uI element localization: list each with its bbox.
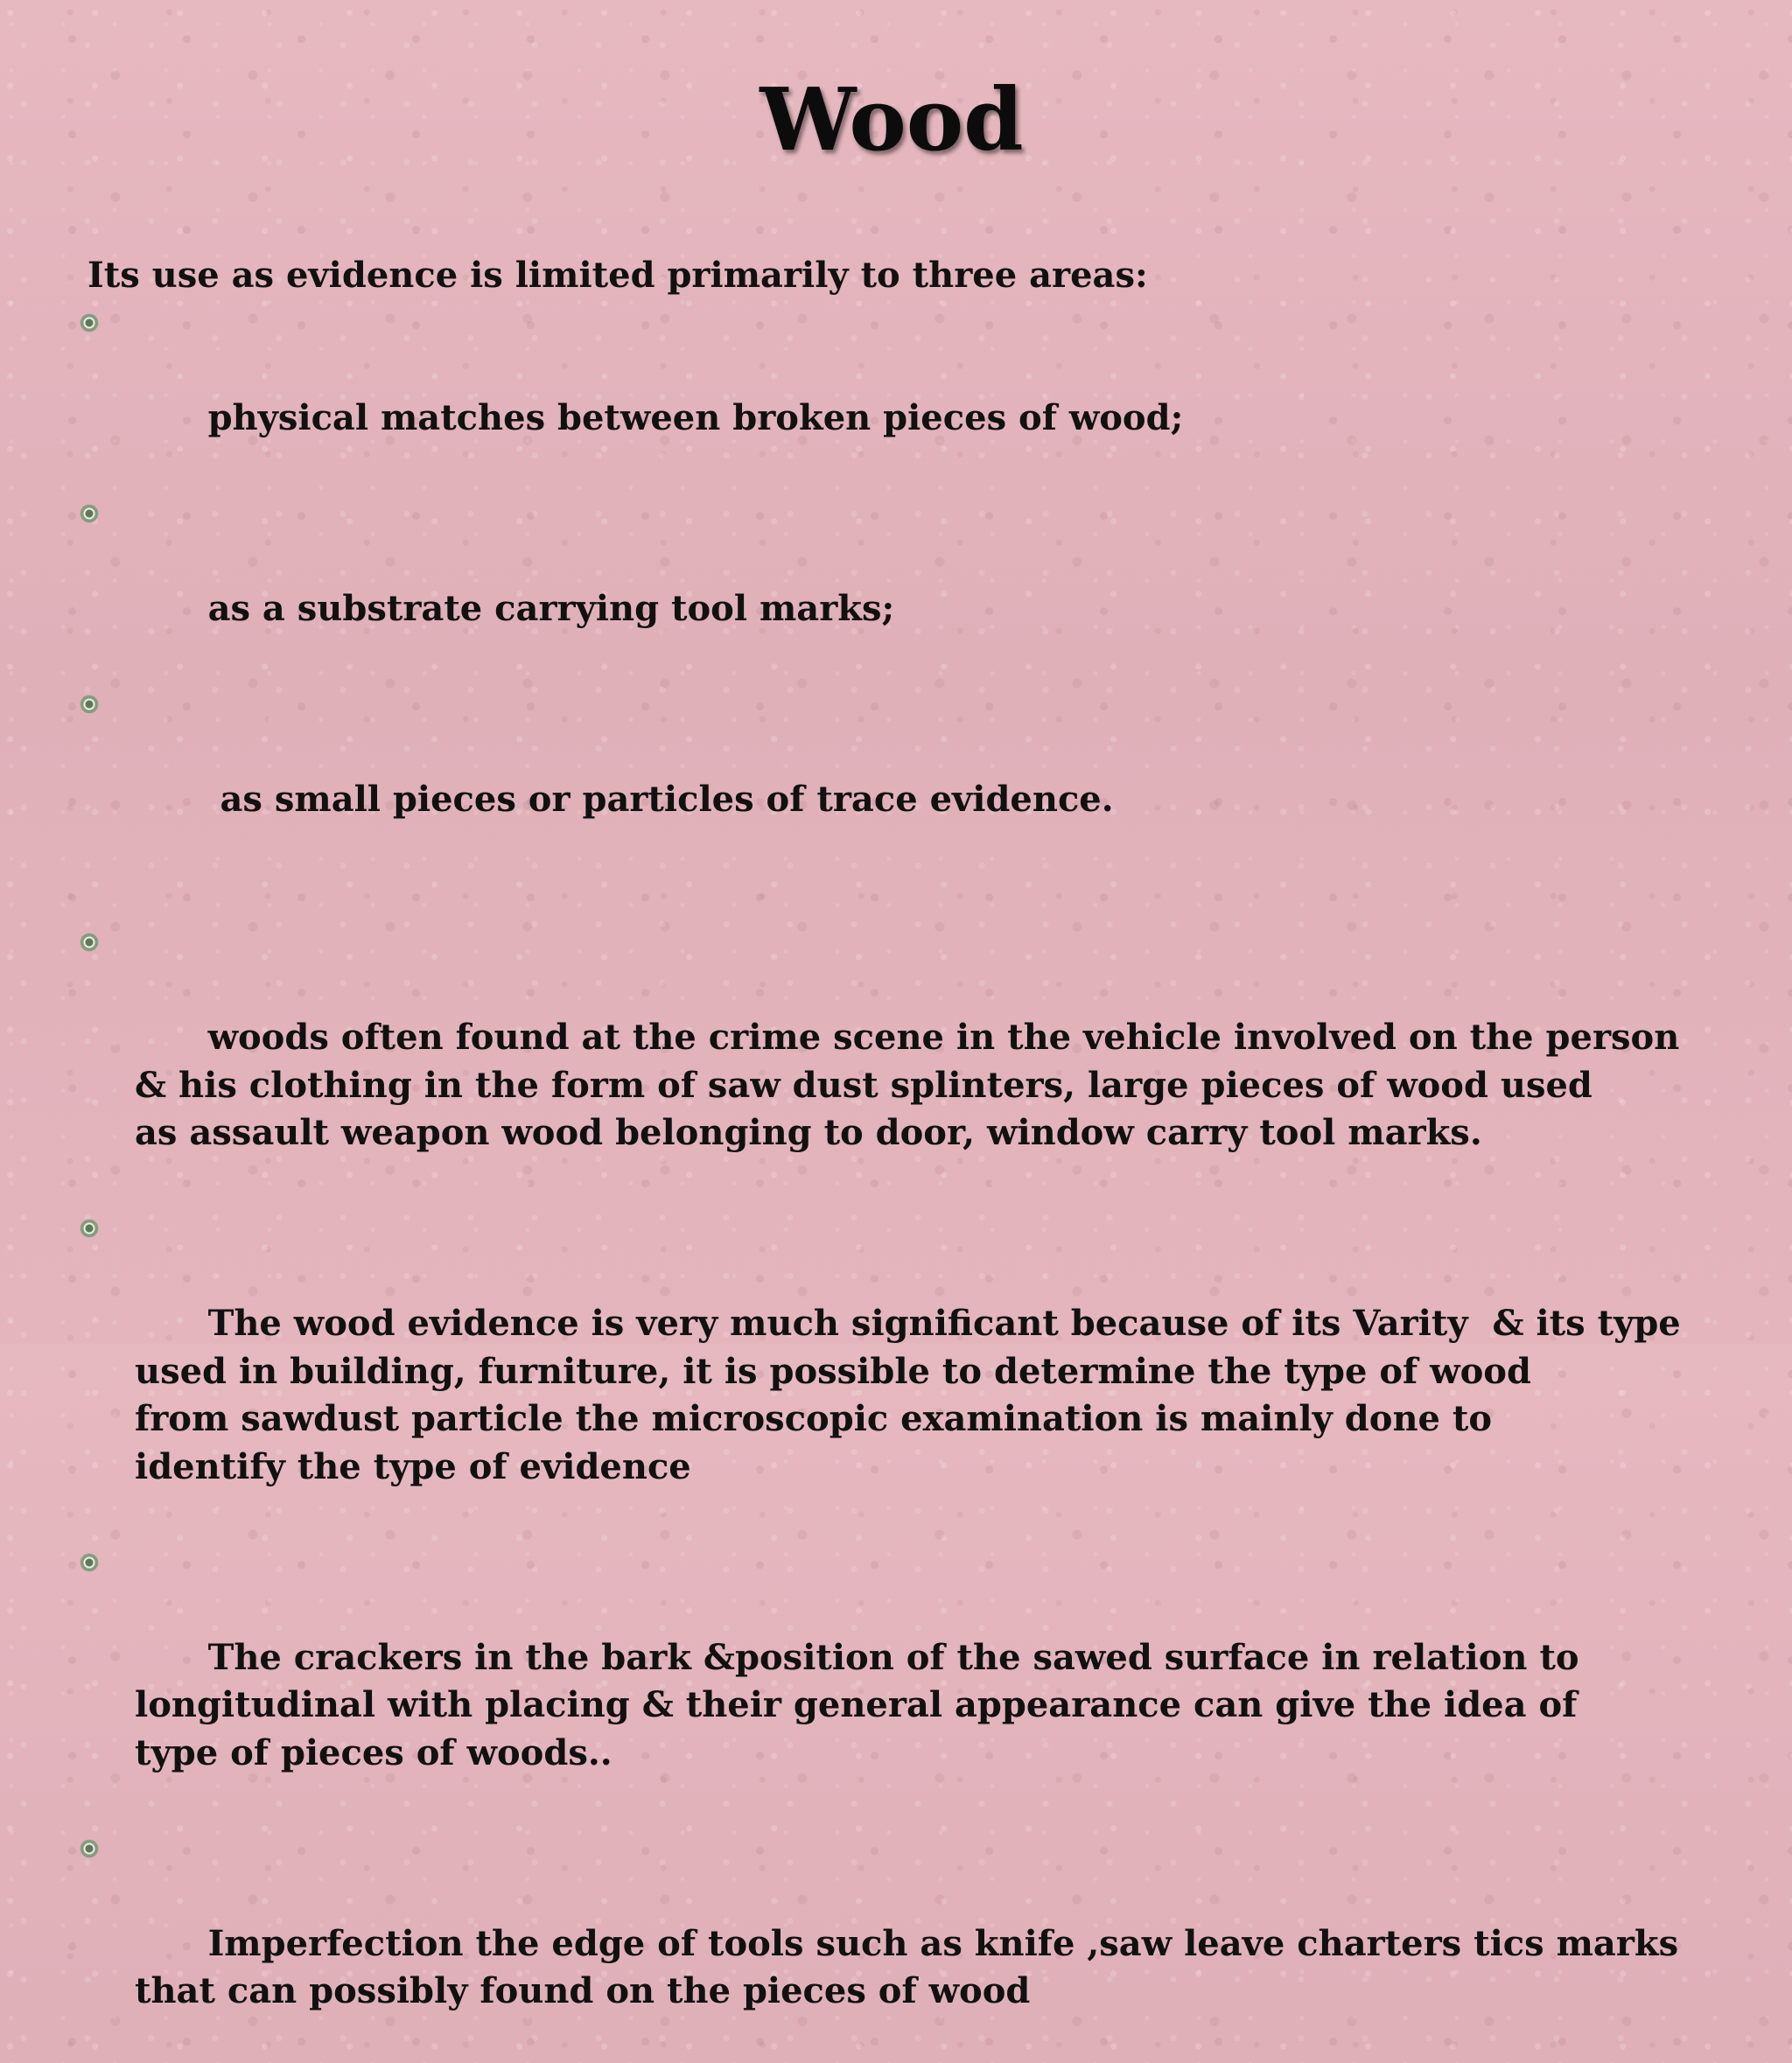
list-item-text: as a substrate carrying tool marks; [208,588,895,629]
slide-title: Wood [0,68,1788,173]
list-item [0,299,1792,490]
circle-bullet-icon [80,1220,98,1237]
circle-bullet-icon [80,505,98,522]
list-item [0,919,1792,1205]
list-item [0,1539,1792,1825]
circle-bullet-icon [80,696,98,713]
list-item-text: The wood evidence is very much significant because of its Varity & its type used in building, furniture, it is possible to determine the type of wood from sawdust particle the microscopic examination is mainly done to identify the type of evidence [135,1303,1681,1487]
circle-bullet-icon [80,314,98,332]
list-item [0,490,1792,681]
list-item-text: woods often found at the crime scene in the vehicle involved on the person & his clothing in the form of saw dust splinters, large pieces of wood used as assault weapon wood belonging to door, window carry tool marks. [135,1017,1679,1153]
circle-bullet-icon [80,1554,98,1571]
list-item [0,681,1792,871]
list-item [0,1825,1792,2063]
circle-bullet-icon [80,1840,98,1857]
circle-bullet-icon [80,934,98,951]
list-item-text: The crackers in the bark &position of the sawed surface in relation to longitudinal with placing & their general appearance can give the idea of type of pieces of woods.. [135,1637,1579,1773]
list-item-text: Imperfection the edge of tools such as knife ,saw leave charters tics marks that can possibly found on the pieces of wood [135,1923,1678,2012]
list-item-text: as small pieces or particles of trace evidence. [208,779,1114,820]
list-item [0,1205,1792,1539]
bullet-list [0,299,1792,2063]
list-item-text: physical matches between broken pieces of wood; [208,397,1184,438]
intro-text: Its use as evidence is limited primarily to three areas: [88,252,1148,299]
